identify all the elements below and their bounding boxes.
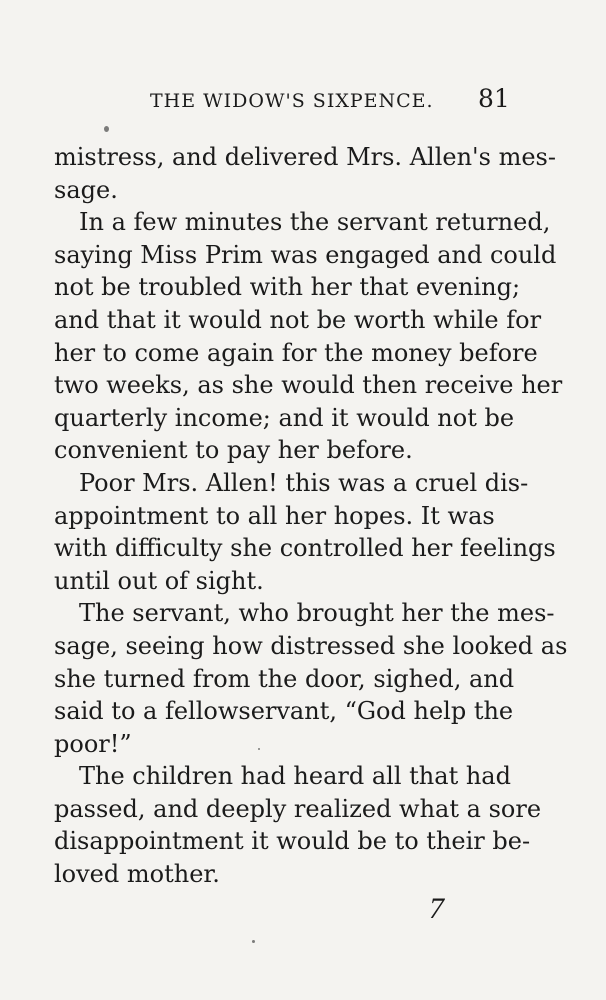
paragraph bbox=[54, 206, 563, 467]
text-line: saying Miss Prim was engaged and could bbox=[54, 240, 557, 269]
text-line: quarterly income; and it would not be bbox=[54, 403, 515, 432]
text-line: passed, and deeply realized what a sore bbox=[54, 794, 542, 823]
text-line: her to come again for the money before bbox=[54, 338, 538, 367]
page-header bbox=[0, 0, 606, 130]
text-line: until out of sight. bbox=[54, 566, 264, 595]
page-number: 81 bbox=[478, 84, 510, 113]
signature-mark: 7 bbox=[429, 892, 444, 925]
text-line: disappointment it would be to their be- bbox=[54, 827, 531, 856]
text-line: appointment to all her hopes. It was bbox=[54, 501, 495, 530]
text-line: sage. bbox=[54, 175, 118, 204]
text-line: The children had heard all that had bbox=[79, 762, 511, 791]
text-line: In a few minutes the servant returned, bbox=[79, 208, 551, 237]
text-line: convenient to pay her before. bbox=[54, 436, 413, 465]
body-text bbox=[54, 141, 568, 891]
text-line: mistress, and delivered Mrs. Allen's mes- bbox=[54, 143, 556, 171]
text-line: poor!” bbox=[54, 729, 132, 758]
text-line: said to a fellowservant, “God help the bbox=[54, 697, 514, 726]
text-line: and that it would not be worth while for bbox=[54, 305, 542, 334]
text-line: not be troubled with her that evening; bbox=[54, 273, 521, 302]
text-line: two weeks, as she would then receive her bbox=[54, 371, 563, 400]
text-line: sage, seeing how distressed she looked as bbox=[54, 631, 568, 660]
paragraph bbox=[54, 597, 568, 760]
paragraph bbox=[54, 467, 556, 597]
paragraph bbox=[54, 141, 556, 206]
paragraph bbox=[54, 760, 542, 890]
text-line: she turned from the door, sighed, and bbox=[54, 664, 515, 693]
ink-speck bbox=[252, 940, 255, 943]
text-line: The servant, who brought her the mes- bbox=[79, 599, 555, 628]
running-title: THE WIDOW'S SIXPENCE. bbox=[150, 90, 434, 112]
ink-speck bbox=[104, 126, 109, 132]
text-line: with difficulty she controlled her feelings bbox=[54, 534, 556, 563]
text-line: loved mother. bbox=[54, 860, 220, 889]
text-line: Poor Mrs. Allen! this was a cruel dis- bbox=[79, 468, 529, 497]
